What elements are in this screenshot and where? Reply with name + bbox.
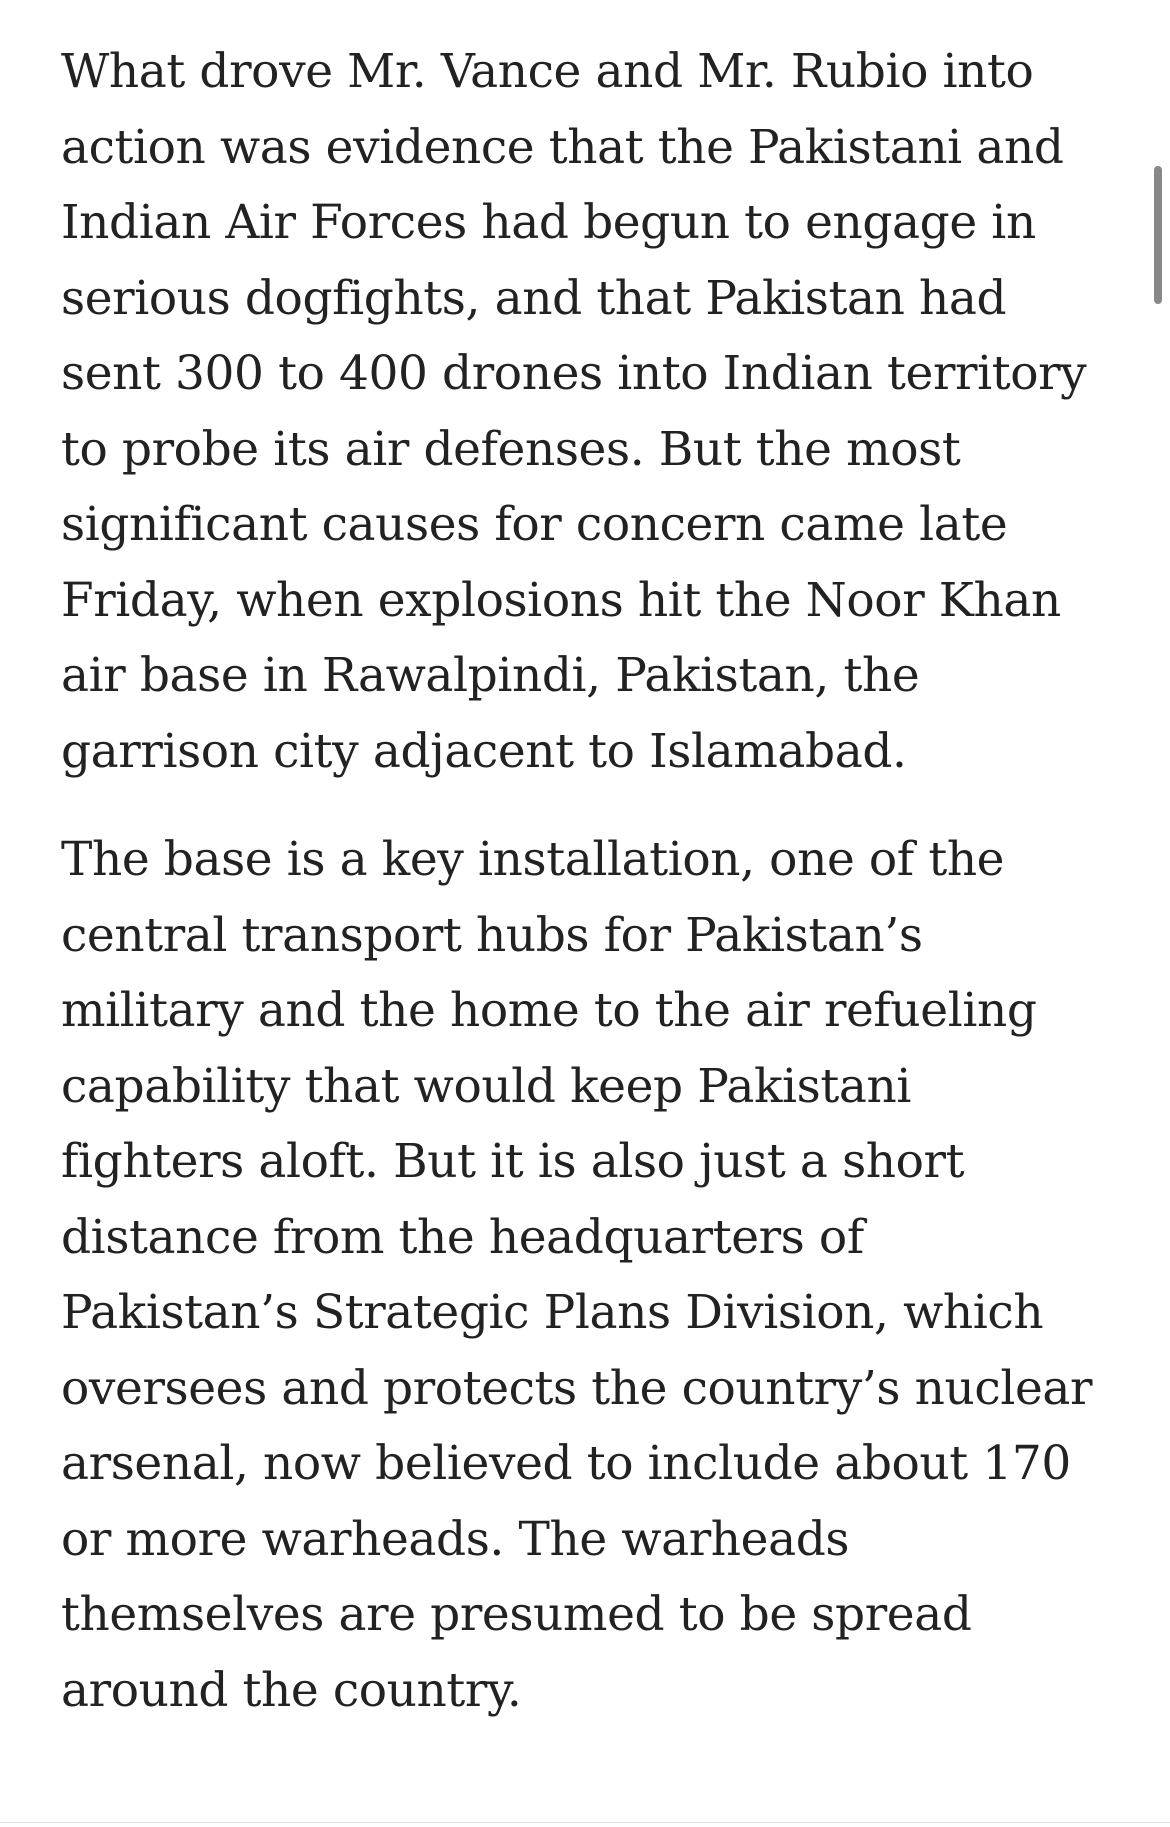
paragraph-line: military and the home to the air refueling bbox=[61, 983, 1037, 1038]
paragraph-line: arsenal, now believed to include about 170 bbox=[61, 1436, 1071, 1491]
article-paragraph-1 bbox=[61, 34, 1086, 789]
paragraph-line: The base is a key installation, one of the bbox=[61, 832, 1005, 887]
paragraph-line: around the country. bbox=[61, 1662, 522, 1718]
article-paragraph-2 bbox=[61, 822, 1092, 1728]
paragraph-line: Pakistan’s Strategic Plans Division, which bbox=[61, 1285, 1044, 1340]
paragraph-line: to probe its air defenses. But the most bbox=[61, 421, 961, 477]
paragraph-line: Friday, when explosions hit the Noor Khan bbox=[61, 572, 1061, 628]
scrollbar-thumb[interactable] bbox=[1154, 166, 1162, 304]
paragraph-line: fighters aloft. But it is also just a short bbox=[61, 1134, 965, 1189]
paragraph-line: sent 300 to 400 drones into Indian territory bbox=[61, 346, 1087, 401]
paragraph-line: serious dogfights, and that Pakistan had bbox=[61, 270, 1007, 326]
paragraph-line: themselves are presumed to be spread bbox=[61, 1587, 972, 1642]
paragraph-line: significant causes for concern came late bbox=[61, 497, 1008, 552]
paragraph-line: air base in Rawalpindi, Pakistan, the bbox=[61, 648, 920, 703]
paragraph-line: capability that would keep Pakistani bbox=[61, 1058, 911, 1114]
divider bbox=[0, 1822, 1170, 1823]
paragraph-line: central transport hubs for Pakistan’s bbox=[61, 907, 923, 963]
paragraph-line: Indian Air Forces had begun to engage in bbox=[61, 195, 1036, 250]
paragraph-line: distance from the headquarters of bbox=[61, 1209, 864, 1265]
paragraph-line: oversees and protects the country’s nuclear bbox=[61, 1360, 1093, 1416]
paragraph-line: What drove Mr. Vance and Mr. Rubio into bbox=[61, 44, 1034, 99]
paragraph-line: or more warheads. The warheads bbox=[61, 1511, 850, 1567]
paragraph-line: action was evidence that the Pakistani and bbox=[61, 119, 1064, 175]
paragraph-line: garrison city adjacent to Islamabad. bbox=[61, 723, 907, 779]
